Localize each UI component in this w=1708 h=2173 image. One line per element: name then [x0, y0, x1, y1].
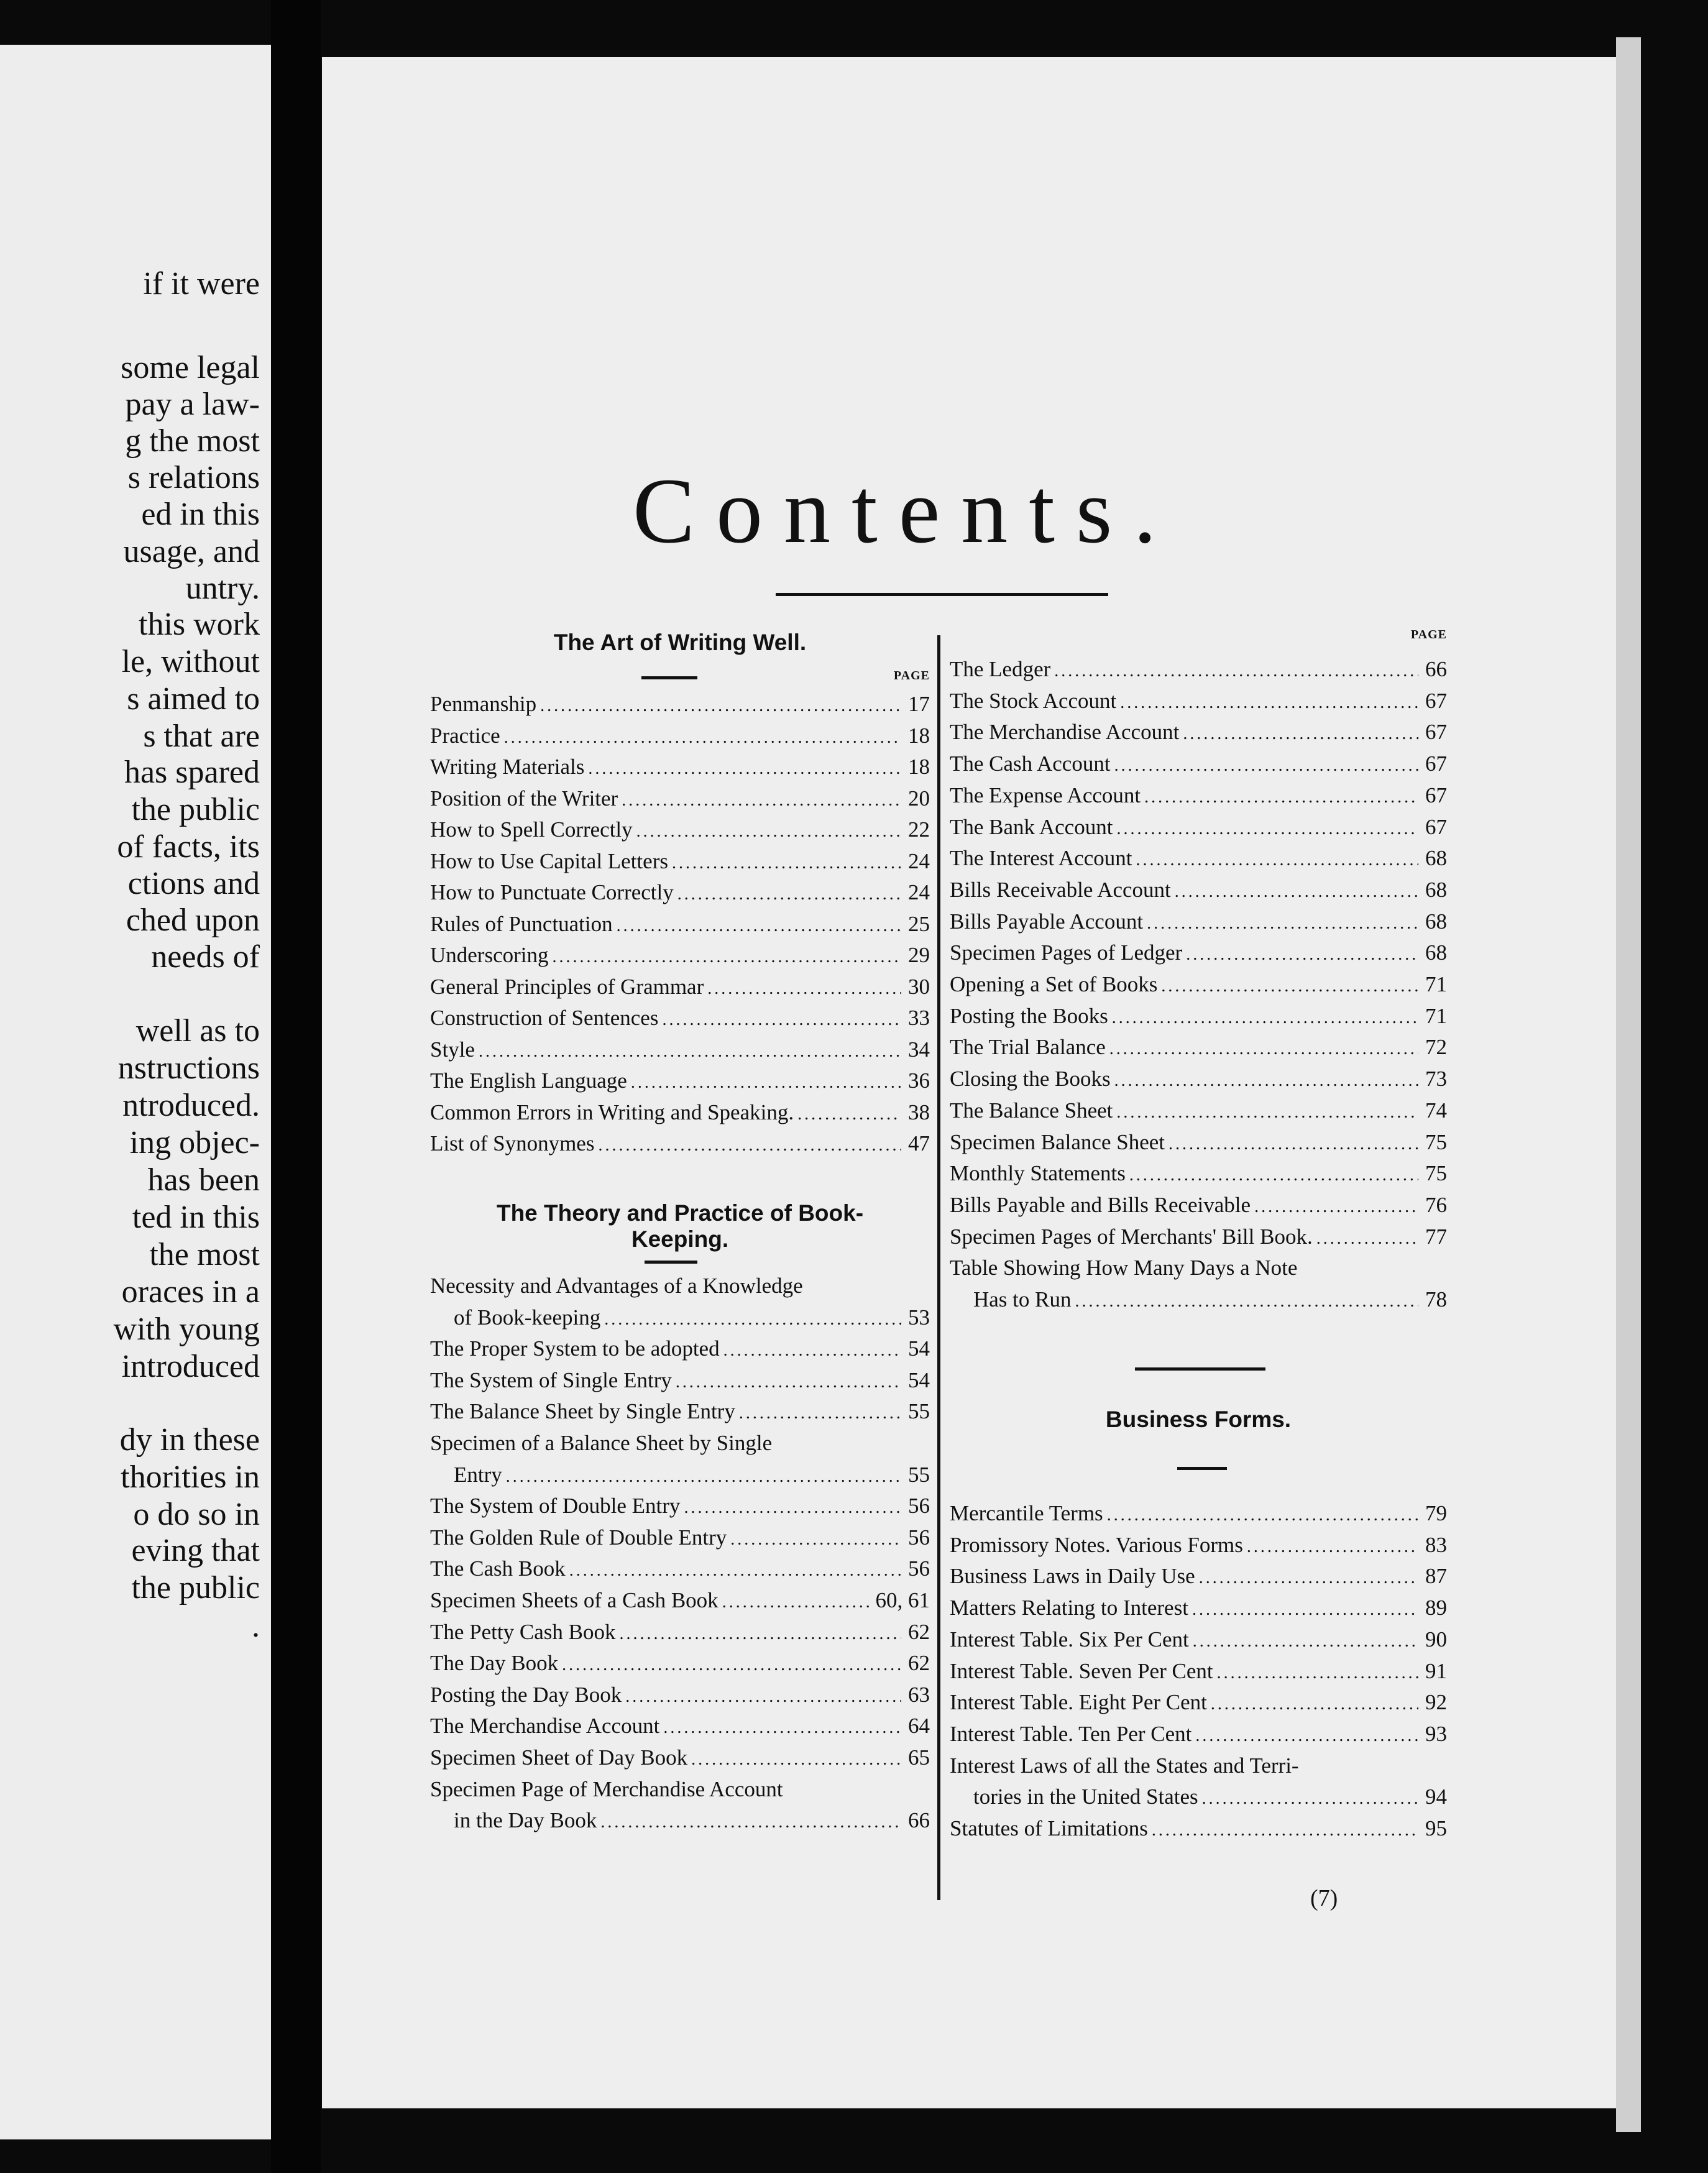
dot-leader	[739, 1398, 901, 1429]
toc-entry	[950, 1624, 1447, 1655]
toc-entry-page: 30	[908, 974, 930, 999]
toc-entry-title: The Expense Account	[950, 783, 1141, 807]
facing-page-line: well as to	[135, 1013, 260, 1049]
toc-entry-title: Bills Receivable Account	[950, 877, 1171, 902]
toc-entry-title: Interest Laws of all the States and Terri-	[950, 1753, 1299, 1778]
page-edge	[1616, 37, 1641, 2132]
toc-entry-page: 77	[1425, 1224, 1447, 1249]
dot-leader	[1186, 939, 1418, 970]
facing-page-line: .	[252, 1609, 260, 1644]
dot-leader	[1075, 1286, 1419, 1317]
toc-entry-page: 67	[1425, 688, 1447, 713]
facing-page-line: has spared	[124, 755, 260, 790]
toc-entry	[950, 1001, 1447, 1032]
facing-page-line: of facts, its	[117, 829, 260, 865]
toc-entry-title: The Cash Account	[950, 751, 1111, 776]
toc-entry	[430, 846, 930, 877]
toc-entry-title: of Book-keeping	[454, 1305, 601, 1330]
dot-leader	[588, 753, 901, 784]
toc-entry-title: Specimen Balance Sheet	[950, 1129, 1165, 1154]
toc-entry-page: 68	[1425, 940, 1447, 965]
dot-leader	[631, 1067, 901, 1098]
dot-leader	[1109, 1034, 1418, 1065]
toc-entry-page: 20	[908, 786, 930, 811]
toc-entry	[950, 1284, 1447, 1315]
toc-entry-title: Table Showing How Many Days a Note	[950, 1256, 1298, 1280]
toc-entry-title: Opening a Set of Books	[950, 972, 1158, 996]
toc-entry-page: 87	[1425, 1564, 1447, 1589]
toc-entry-page: 95	[1425, 1816, 1447, 1840]
toc-entry-title: Construction of Sentences	[430, 1006, 659, 1030]
toc-entry	[950, 1530, 1447, 1561]
title-rule	[776, 593, 1108, 596]
dot-leader	[723, 1335, 901, 1366]
toc-entry-title: The Proper System to be adopted	[430, 1336, 720, 1361]
toc-entry	[430, 1553, 930, 1584]
toc-entry-title: Specimen Sheets of a Cash Book	[430, 1588, 719, 1612]
toc-entry-page: 38	[908, 1100, 930, 1124]
toc-entry-page: 56	[908, 1556, 930, 1581]
dot-leader	[1192, 1594, 1418, 1625]
toc-entry-title: Specimen of a Balance Sheet by Single	[430, 1431, 773, 1455]
toc-entry	[950, 1221, 1447, 1252]
toc-entry-title: Specimen Pages of Ledger	[950, 940, 1183, 965]
toc-entry-title: The Merchandise Account	[430, 1714, 660, 1739]
dot-leader	[1211, 1689, 1418, 1720]
toc-entry-title: Practice	[430, 723, 500, 748]
dot-leader	[1120, 687, 1418, 719]
contents-page	[322, 57, 1616, 2108]
toc-entry	[950, 969, 1447, 1000]
dot-leader	[1112, 1003, 1418, 1034]
section-rule	[645, 1261, 697, 1264]
toc-entry-page: 66	[908, 1808, 930, 1833]
facing-page-line: usage, and	[123, 534, 260, 569]
toc-entry	[430, 1003, 930, 1034]
dot-leader	[722, 1587, 872, 1618]
page-column-label: PAGE	[893, 669, 930, 682]
toc-entry-title: Matters Relating to Interest	[950, 1596, 1188, 1620]
section-heading-business-forms: Business Forms.	[1105, 1407, 1292, 1432]
column-divider	[937, 635, 940, 1900]
toc-entry	[950, 1561, 1447, 1592]
toc-entry-title: The Balance Sheet by Single Entry	[430, 1399, 735, 1424]
toc-entry	[950, 1687, 1447, 1718]
toc-entry-page: 54	[908, 1367, 930, 1392]
toc-entry	[430, 783, 930, 814]
toc-entry	[950, 1656, 1447, 1687]
facing-page-line: thorities in	[121, 1459, 260, 1495]
dot-leader	[1054, 656, 1418, 687]
toc-entry-page: 17	[908, 692, 930, 716]
toc-entry-page: 75	[1425, 1161, 1447, 1186]
facing-page-line: some legal	[121, 350, 260, 385]
dot-leader	[636, 816, 901, 847]
toc-entry-title: The Trial Balance	[950, 1035, 1106, 1060]
toc-entry-page: 53	[908, 1305, 930, 1330]
section-heading-bookkeeping-2: Keeping.	[631, 1226, 729, 1252]
toc-entry-page: 76	[1425, 1192, 1447, 1217]
toc-entry	[430, 1034, 930, 1065]
toc-entry-page: 71	[1425, 1003, 1447, 1028]
toc-entry-page: 79	[1425, 1501, 1447, 1525]
dot-leader	[1175, 876, 1418, 907]
toc-entry-page: 92	[1425, 1690, 1447, 1715]
dot-leader	[1136, 845, 1418, 876]
toc-entry	[950, 780, 1447, 811]
toc-entry	[430, 1097, 930, 1128]
toc-entry	[950, 906, 1447, 937]
toc-entry-page: 62	[908, 1651, 930, 1676]
page-title: Contents.	[633, 459, 1178, 563]
facing-page-line: g the most	[125, 423, 260, 459]
section-heading-bookkeeping-1: The Theory and Practice of Book-	[496, 1200, 864, 1226]
facing-page-line: the public	[131, 1570, 260, 1606]
facing-page	[0, 45, 271, 2139]
toc-entry-page: 64	[908, 1714, 930, 1739]
toc-entry-title: How to Punctuate Correctly	[430, 880, 674, 904]
facing-page-line: oraces in a	[121, 1274, 260, 1310]
toc-entry-page: 68	[1425, 877, 1447, 902]
toc-entry	[430, 1065, 930, 1096]
toc-entry-page: 63	[908, 1682, 930, 1707]
toc-entry-page: 74	[1425, 1098, 1447, 1123]
toc-entry-title: Specimen Page of Merchandise Account	[430, 1776, 783, 1801]
toc-entry-title: The Petty Cash Book	[430, 1619, 616, 1644]
toc-entry-title: Writing Materials	[430, 755, 585, 779]
toc-entry-page: 60, 61	[875, 1588, 930, 1612]
toc-entry-title: The Balance Sheet	[950, 1098, 1113, 1123]
dot-leader	[1316, 1223, 1418, 1254]
section-rule	[1177, 1467, 1227, 1470]
toc-entry-page: 91	[1425, 1658, 1447, 1683]
facing-page-line: eving that	[131, 1533, 260, 1568]
facing-page-line: pay a law-	[125, 387, 260, 422]
toc-entry-page: 24	[908, 848, 930, 873]
facing-page-line: s aimed to	[127, 681, 260, 717]
dot-leader	[730, 1524, 901, 1555]
toc-entry-page: 36	[908, 1068, 930, 1093]
dot-leader	[553, 942, 901, 973]
dot-leader	[504, 722, 901, 753]
dot-leader	[1144, 782, 1418, 813]
toc-entry-page: 55	[908, 1462, 930, 1487]
facing-page-line: introduced	[121, 1349, 260, 1384]
dot-leader	[598, 1130, 901, 1161]
toc-entry-title: Has to Run	[973, 1287, 1072, 1312]
toc-entry-page: 67	[1425, 783, 1447, 807]
toc-entry-title: How to Use Capital Letters	[430, 848, 668, 873]
toc-entry	[950, 748, 1447, 779]
toc-entry	[950, 1127, 1447, 1158]
toc-entry	[430, 1711, 930, 1742]
toc-entry	[430, 1459, 930, 1491]
toc-entry	[430, 720, 930, 751]
facing-page-line: ed in this	[141, 497, 260, 532]
toc-entry-title: Closing the Books	[950, 1067, 1111, 1091]
toc-entry	[430, 1679, 930, 1711]
toc-entry-title: The Stock Account	[950, 688, 1117, 713]
dot-leader	[619, 1619, 901, 1650]
toc-entry-page: 65	[908, 1745, 930, 1770]
toc-entry-title: The Golden Rule of Double Entry	[430, 1525, 727, 1550]
toc-entry	[430, 1333, 930, 1364]
toc-entry	[950, 1190, 1447, 1221]
dot-leader	[622, 785, 901, 816]
dot-leader	[1247, 1532, 1418, 1563]
toc-entry	[430, 1648, 930, 1679]
dot-leader	[1161, 971, 1418, 1002]
toc-entry-page: 94	[1425, 1785, 1447, 1809]
dot-leader	[1199, 1563, 1418, 1594]
toc-entry	[950, 1158, 1447, 1189]
dot-leader	[600, 1807, 901, 1838]
toc-entry-page: 29	[908, 943, 930, 967]
dot-leader	[662, 1004, 901, 1036]
toc-entry-page: 78	[1425, 1287, 1447, 1312]
toc-entry	[430, 1128, 930, 1159]
dot-leader	[707, 973, 901, 1004]
dot-leader	[625, 1681, 901, 1712]
toc-entry-title: The Ledger	[950, 657, 1051, 681]
toc-entry-title: How to Spell Correctly	[430, 817, 633, 842]
section-rule	[641, 676, 697, 679]
toc-entry-title: Penmanship	[430, 692, 537, 716]
toc-entry	[950, 937, 1447, 968]
toc-entry	[430, 1805, 930, 1836]
toc-entry-title: Interest Table. Six Per Cent	[950, 1627, 1189, 1652]
dot-leader	[663, 1712, 901, 1743]
toc-entry	[950, 875, 1447, 906]
facing-page-line: if it were	[143, 266, 260, 301]
toc-entry	[950, 654, 1447, 685]
toc-entry-page: 47	[908, 1131, 930, 1155]
facing-page-line: nstructions	[117, 1050, 260, 1086]
toc-entry-title: The Bank Account	[950, 814, 1113, 839]
toc-entry-page: 67	[1425, 751, 1447, 776]
toc-entry-page: 56	[908, 1494, 930, 1518]
toc-entry	[950, 812, 1447, 843]
toc-entry-title: The Day Book	[430, 1651, 559, 1676]
toc-entry	[430, 1365, 930, 1396]
facing-page-line: le, without	[121, 644, 260, 679]
toc-entry-page: 89	[1425, 1596, 1447, 1620]
facing-page-line: ted in this	[132, 1200, 260, 1235]
page-number: (7)	[1310, 1885, 1338, 1911]
toc-entry-page: 66	[1425, 657, 1447, 681]
toc-entry-title: Bills Payable Account	[950, 909, 1144, 934]
facing-page-line: o do so in	[133, 1497, 260, 1532]
toc-entry-title: Promissory Notes. Various Forms	[950, 1532, 1243, 1557]
toc-entry-title: Rules of Punctuation	[430, 911, 613, 936]
toc-entry-title: Underscoring	[430, 943, 549, 967]
dot-leader	[1116, 814, 1418, 845]
dot-leader	[604, 1304, 901, 1335]
toc-entry-title: The System of Single Entry	[430, 1367, 672, 1392]
toc-entry-page: 24	[908, 880, 930, 904]
section-rule	[1135, 1367, 1265, 1371]
toc-entry-title: Statutes of Limitations	[950, 1816, 1148, 1840]
toc-entry-title: Monthly Statements	[950, 1161, 1126, 1186]
page-column-label: PAGE	[1410, 628, 1447, 641]
toc-entry-title: Mercantile Terms	[950, 1501, 1103, 1525]
facing-page-line: untry.	[185, 571, 260, 606]
facing-page-line: has been	[147, 1162, 260, 1198]
dot-leader	[540, 691, 901, 722]
toc-entry-title: tories in the United States	[973, 1785, 1198, 1809]
toc-entry-title: The Cash Book	[430, 1556, 566, 1581]
toc-entry-title: General Principles of Grammar	[430, 974, 704, 999]
toc-entry-title: Entry	[454, 1462, 502, 1487]
toc-entry-page: 25	[908, 911, 930, 936]
toc-entry-page: 67	[1425, 814, 1447, 839]
toc-entry-page: 33	[908, 1006, 930, 1030]
toc-entry-page: 90	[1425, 1627, 1447, 1652]
facing-page-line: dy in these	[119, 1422, 260, 1458]
toc-entry	[430, 909, 930, 940]
toc-entry	[950, 1095, 1447, 1126]
toc-entry	[430, 940, 930, 971]
toc-entry	[950, 1064, 1447, 1095]
dot-leader	[1114, 750, 1418, 781]
toc-entry-title: Posting the Books	[950, 1003, 1108, 1028]
toc-entry-title: The Merchandise Account	[950, 720, 1180, 745]
toc-entry-title: Posting the Day Book	[430, 1682, 622, 1707]
dot-leader	[1183, 719, 1418, 750]
toc-entry	[430, 1585, 930, 1616]
toc-entry-page: 18	[908, 755, 930, 779]
facing-page-line: needs of	[151, 939, 260, 975]
dot-leader	[672, 848, 901, 879]
facing-page-line: s relations	[127, 460, 260, 495]
dot-leader	[506, 1461, 901, 1492]
toc-entry-title: Specimen Pages of Merchants' Bill Book.	[950, 1224, 1313, 1249]
toc-entry-title: Bills Payable and Bills Receivable	[950, 1192, 1251, 1217]
dot-leader	[1217, 1658, 1418, 1689]
toc-entry	[430, 1302, 930, 1333]
dot-leader	[1195, 1720, 1418, 1752]
toc-entry	[950, 843, 1447, 874]
toc-entry-page: 71	[1425, 972, 1447, 996]
toc-entry-title: The System of Double Entry	[430, 1494, 681, 1518]
dot-leader	[1193, 1626, 1418, 1657]
toc-entry-title: Specimen Sheet of Day Book	[430, 1745, 688, 1770]
toc-entry	[430, 814, 930, 845]
toc-entry-title: Position of the Writer	[430, 786, 618, 811]
dot-leader	[691, 1744, 901, 1775]
toc-entry-title: The English Language	[430, 1068, 627, 1093]
toc-entry-page: 75	[1425, 1129, 1447, 1154]
book-spine	[271, 0, 321, 2173]
dot-leader	[677, 879, 901, 910]
toc-entry-page: 72	[1425, 1035, 1447, 1060]
toc-entry	[950, 1498, 1447, 1529]
dot-leader	[479, 1036, 901, 1067]
dot-leader	[1202, 1783, 1418, 1814]
facing-page-line: ntroduced.	[122, 1088, 260, 1123]
dot-leader	[562, 1650, 901, 1681]
toc-entry	[950, 1813, 1447, 1844]
dot-leader	[1169, 1129, 1418, 1160]
toc-entry-title: Business Laws in Daily Use	[950, 1564, 1195, 1589]
toc-entry	[950, 1719, 1447, 1750]
toc-entry	[430, 1617, 930, 1648]
facing-page-line: the public	[131, 792, 260, 827]
dot-leader	[797, 1099, 901, 1130]
dot-leader	[569, 1555, 901, 1586]
dot-leader	[684, 1492, 901, 1523]
toc-entry-page: 67	[1425, 720, 1447, 745]
toc-entry	[430, 877, 930, 908]
toc-entry-title: The Interest Account	[950, 846, 1132, 871]
toc-entry-title: List of Synonymes	[430, 1131, 595, 1155]
toc-entry	[430, 1396, 930, 1427]
toc-entry	[430, 689, 930, 720]
toc-entry-page: 34	[908, 1037, 930, 1062]
toc-entry-page: 73	[1425, 1067, 1447, 1091]
toc-entry-page: 55	[908, 1399, 930, 1424]
toc-entry	[430, 1491, 930, 1522]
toc-entry	[950, 1781, 1447, 1812]
toc-entry-page: 68	[1425, 846, 1447, 871]
toc-entry	[950, 717, 1447, 748]
dot-leader	[1147, 908, 1418, 939]
toc-entry	[950, 686, 1447, 717]
toc-entry	[430, 972, 930, 1003]
toc-entry-title: Interest Table. Seven Per Cent	[950, 1658, 1213, 1683]
toc-entry	[430, 1522, 930, 1553]
toc-entry-title: Necessity and Advantages of a Knowledge	[430, 1274, 803, 1298]
toc-entry-title: Interest Table. Ten Per Cent	[950, 1721, 1192, 1746]
facing-page-line: ched upon	[126, 903, 260, 938]
facing-page-line: ing objec-	[129, 1125, 260, 1160]
toc-entry	[430, 751, 930, 783]
dot-leader	[676, 1367, 901, 1398]
toc-entry-title: Interest Table. Eight Per Cent	[950, 1690, 1207, 1715]
dot-leader	[1107, 1500, 1418, 1531]
facing-page-line: with young	[113, 1312, 260, 1347]
dot-leader	[1129, 1160, 1418, 1191]
toc-entry-page: 22	[908, 817, 930, 842]
toc-entry-page: 18	[908, 723, 930, 748]
dot-leader	[1254, 1192, 1418, 1223]
toc-entry-page: 54	[908, 1336, 930, 1361]
dot-leader	[1116, 1097, 1418, 1128]
section-heading-writing: The Art of Writing Well.	[553, 630, 807, 655]
toc-entry-title: in the Day Book	[454, 1808, 597, 1833]
facing-page-line: the most	[149, 1237, 260, 1272]
toc-entry	[950, 1592, 1447, 1624]
toc-entry-page: 83	[1425, 1532, 1447, 1557]
facing-page-line: s that are	[143, 719, 260, 754]
dot-leader	[617, 911, 901, 942]
toc-entry-page: 93	[1425, 1721, 1447, 1746]
facing-page-line: ctions and	[127, 866, 260, 901]
toc-entry-title: Style	[430, 1037, 475, 1062]
toc-entry-page: 68	[1425, 909, 1447, 934]
toc-entry-title: Common Errors in Writing and Speaking.	[430, 1100, 794, 1124]
toc-entry	[950, 1032, 1447, 1063]
toc-entry-page: 62	[908, 1619, 930, 1644]
dot-leader	[1152, 1815, 1418, 1846]
toc-entry	[430, 1742, 930, 1773]
toc-entry-page: 56	[908, 1525, 930, 1550]
dot-leader	[1114, 1065, 1418, 1096]
facing-page-line: this work	[139, 607, 260, 642]
